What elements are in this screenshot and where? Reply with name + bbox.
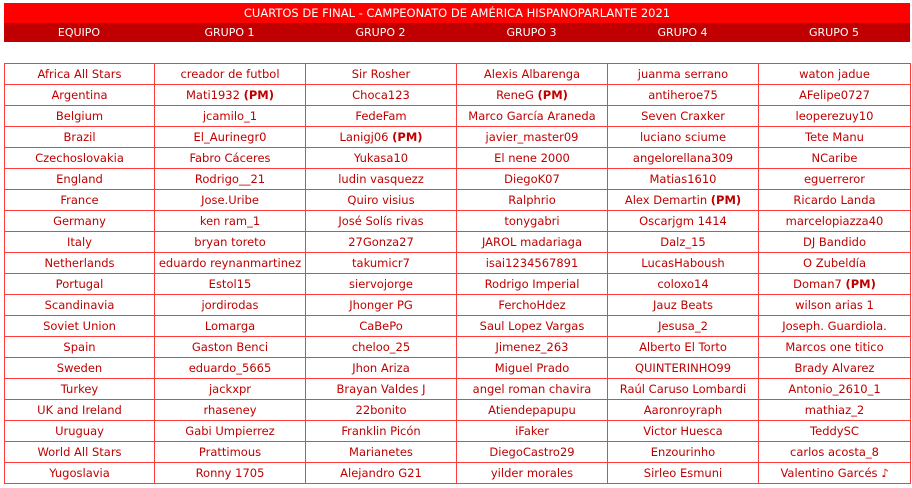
table-row (5, 379, 911, 400)
team-cell[interactable]: Germany (5, 211, 155, 232)
player-cell[interactable] (457, 463, 608, 484)
player-cell[interactable] (759, 148, 911, 169)
player-cell[interactable] (155, 295, 306, 316)
player-cell[interactable] (457, 316, 608, 337)
player-name: Marcos one titico (785, 340, 884, 354)
player-cell[interactable] (457, 400, 608, 421)
team-cell[interactable]: World All Stars (5, 442, 155, 463)
player-name: Marianetes (349, 445, 413, 459)
player-name: siervojorge (349, 277, 413, 291)
header-grupo-5: GRUPO 5 (808, 26, 859, 39)
player-name: JAROL madariaga (481, 235, 583, 249)
table-row (5, 400, 911, 421)
player-cell[interactable] (306, 106, 457, 127)
player-cell[interactable] (155, 442, 306, 463)
player-name: angelorellana309 (632, 151, 734, 165)
player-cell[interactable] (457, 274, 608, 295)
team-cell[interactable]: France (5, 190, 155, 211)
player-name: AFelipe0727 (799, 88, 870, 102)
player-cell[interactable] (759, 190, 911, 211)
team-cell[interactable]: Argentina (5, 85, 155, 106)
player-name: rhaseney (203, 403, 257, 417)
teams-table (4, 63, 911, 484)
player-cell[interactable] (306, 442, 457, 463)
player-name: Joseph. Guardiola. (782, 319, 887, 333)
team-cell[interactable]: Yugoslavia (5, 463, 155, 484)
player-cell[interactable] (759, 211, 911, 232)
player-cell[interactable] (457, 379, 608, 400)
player-cell[interactable] (608, 253, 759, 274)
player-cell[interactable] (155, 106, 306, 127)
table-row (5, 106, 911, 127)
player-name: TeddySC (810, 424, 859, 438)
player-cell[interactable] (155, 64, 306, 85)
player-name: Estol15 (208, 277, 252, 291)
header-equipo: EQUIPO (57, 26, 101, 39)
column-header-row (4, 23, 910, 42)
player-name: ReneG (496, 88, 534, 102)
player-name: antiheroe75 (648, 88, 718, 102)
player-name: Yukasa10 (353, 151, 409, 165)
player-name: Jesusa_2 (658, 319, 708, 333)
player-cell[interactable] (155, 169, 306, 190)
team-cell[interactable]: Spain (5, 337, 155, 358)
player-name: creador de futbol (180, 67, 280, 81)
player-name: José Solís rivas (338, 214, 424, 228)
player-name: Sirleo Esmuni (643, 466, 723, 480)
player-cell[interactable] (457, 106, 608, 127)
player-cell[interactable] (155, 232, 306, 253)
player-cell[interactable] (608, 295, 759, 316)
player-name: QUINTERINHO99 (634, 361, 732, 375)
player-name: Marco García Araneda (468, 109, 596, 123)
player-name: Raúl Caruso Lombardi (619, 382, 747, 396)
player-name: Jose.Uribe (201, 193, 259, 207)
player-cell[interactable] (306, 316, 457, 337)
player-cell[interactable] (306, 295, 457, 316)
player-name: O Zubeldía (803, 256, 866, 270)
team-cell[interactable]: UK and Ireland (5, 400, 155, 421)
player-cell[interactable] (457, 127, 608, 148)
player-name: Antonio_2610_1 (788, 382, 881, 396)
team-cell[interactable]: England (5, 169, 155, 190)
pm-marker: (PM) (845, 277, 876, 291)
player-cell[interactable] (155, 127, 306, 148)
player-cell[interactable] (155, 316, 306, 337)
player-cell[interactable] (759, 463, 911, 484)
player-cell[interactable] (155, 253, 306, 274)
player-name: Alexis Albarenga (483, 67, 581, 81)
table-row (5, 169, 911, 190)
player-name: isai1234567891 (485, 256, 579, 270)
player-cell[interactable] (457, 85, 608, 106)
table-row (5, 463, 911, 484)
player-name: Brayan Valdes J (336, 382, 426, 396)
player-name: Fabro Cáceres (189, 151, 271, 165)
player-name: Dalz_15 (660, 235, 706, 249)
player-cell[interactable] (759, 169, 911, 190)
team-cell[interactable]: Belgium (5, 106, 155, 127)
player-cell[interactable] (759, 358, 911, 379)
player-name: marcelopiazza40 (785, 214, 884, 228)
team-cell[interactable]: Turkey (5, 379, 155, 400)
player-cell[interactable] (608, 127, 759, 148)
player-cell[interactable] (306, 379, 457, 400)
player-cell[interactable] (306, 463, 457, 484)
player-cell[interactable] (155, 463, 306, 484)
player-cell[interactable] (306, 253, 457, 274)
player-name: Saul Lopez Vargas (479, 319, 585, 333)
player-name: Alberto El Torto (639, 340, 727, 354)
player-name: FerchoHdez (498, 298, 566, 312)
player-cell[interactable] (608, 463, 759, 484)
player-cell[interactable] (155, 211, 306, 232)
player-name: CaBePo (359, 319, 403, 333)
player-name: juanma serrano (637, 67, 729, 81)
player-cell[interactable] (608, 232, 759, 253)
player-name: Choca123 (352, 88, 410, 102)
player-name: ken ram_1 (199, 214, 261, 228)
player-cell[interactable] (759, 337, 911, 358)
player-cell[interactable] (608, 379, 759, 400)
table-row (5, 358, 911, 379)
table-row (5, 85, 911, 106)
player-cell[interactable] (608, 358, 759, 379)
player-cell[interactable] (759, 253, 911, 274)
player-cell[interactable] (306, 400, 457, 421)
player-cell[interactable] (457, 358, 608, 379)
player-name: Lomarga (204, 319, 256, 333)
team-cell[interactable]: Soviet Union (5, 316, 155, 337)
player-cell[interactable] (759, 106, 911, 127)
player-name: luciano sciume (639, 130, 727, 144)
player-name: FedeFam (355, 109, 407, 123)
player-cell[interactable] (306, 421, 457, 442)
table-row (5, 148, 911, 169)
player-cell[interactable] (457, 190, 608, 211)
player-cell[interactable] (306, 127, 457, 148)
player-cell[interactable] (759, 379, 911, 400)
player-cell[interactable] (759, 400, 911, 421)
team-cell[interactable]: Africa All Stars (5, 64, 155, 85)
player-cell[interactable] (457, 148, 608, 169)
player-name: cheloo_25 (351, 340, 411, 354)
player-cell[interactable] (306, 190, 457, 211)
table-row (5, 442, 911, 463)
player-cell[interactable] (608, 64, 759, 85)
player-name: waton jadue (799, 67, 870, 81)
player-name: jackxpr (208, 382, 252, 396)
table-row (5, 253, 911, 274)
player-cell[interactable] (759, 64, 911, 85)
player-cell[interactable] (155, 148, 306, 169)
player-name: javier_master09 (485, 130, 579, 144)
player-name: NCaribe (811, 151, 858, 165)
player-name: jcamilo_1 (202, 109, 258, 123)
player-name: Jauz Beats (653, 298, 713, 312)
player-name: DJ Bandido (803, 235, 866, 249)
player-cell[interactable] (306, 148, 457, 169)
player-name: Miguel Prado (494, 361, 570, 375)
player-name: Alejandro G21 (340, 466, 422, 480)
player-name: Tete Manu (805, 130, 864, 144)
player-name: Lanigj06 (339, 130, 389, 144)
table-row (5, 295, 911, 316)
player-name: Jimenez_263 (495, 340, 569, 354)
player-name: Jhonger PG (349, 298, 413, 312)
player-cell[interactable] (155, 358, 306, 379)
player-name: Rodrigo Imperial (484, 277, 580, 291)
pm-marker: (PM) (392, 130, 423, 144)
player-name: Oscarjgm 1414 (639, 214, 727, 228)
player-cell[interactable] (155, 85, 306, 106)
player-name: ludin vasquezz (338, 172, 424, 186)
player-cell[interactable] (306, 64, 457, 85)
player-name: takumicr7 (352, 256, 410, 270)
table-row (5, 211, 911, 232)
table-row (5, 232, 911, 253)
player-name: Ricardo Landa (793, 193, 876, 207)
player-name: Gabi Umpierrez (185, 424, 275, 438)
player-name: Rodrigo__21 (194, 172, 266, 186)
team-cell[interactable]: Italy (5, 232, 155, 253)
pm-marker: (PM) (710, 193, 742, 207)
player-cell[interactable] (608, 85, 759, 106)
player-name: mathiaz_2 (804, 403, 865, 417)
team-cell[interactable]: Czechoslovakia (5, 148, 155, 169)
table-row (5, 421, 911, 442)
player-name: Franklin Picón (341, 424, 421, 438)
player-cell[interactable] (306, 85, 457, 106)
player-cell[interactable] (457, 442, 608, 463)
player-cell[interactable] (306, 211, 457, 232)
player-name: carlos acosta_8 (790, 445, 879, 459)
player-name: DiegoCastro29 (489, 445, 575, 459)
player-name: Ronny 1705 (195, 466, 265, 480)
team-cell[interactable]: Brazil (5, 127, 155, 148)
player-name: jordirodas (201, 298, 259, 312)
player-name: 27Gonza27 (348, 235, 414, 249)
player-name: Jhon Ariza (352, 361, 410, 375)
player-name: DiegoK07 (504, 172, 560, 186)
player-name: Enzourinho (650, 445, 716, 459)
player-cell[interactable] (608, 337, 759, 358)
player-cell[interactable] (759, 295, 911, 316)
player-cell[interactable] (155, 421, 306, 442)
player-cell[interactable] (608, 316, 759, 337)
team-cell[interactable]: Sweden (5, 358, 155, 379)
player-cell[interactable] (155, 400, 306, 421)
player-name: Quiro visius (347, 193, 415, 207)
player-name: leoperezuy10 (795, 109, 874, 123)
player-name: Brady Alvarez (794, 361, 875, 375)
player-name: El nene 2000 (494, 151, 570, 165)
player-cell[interactable] (608, 421, 759, 442)
player-cell[interactable] (306, 274, 457, 295)
player-cell[interactable] (306, 337, 457, 358)
player-name: LucasHaboush (641, 256, 725, 270)
player-name: eguerreror (803, 172, 866, 186)
player-name: yilder morales (490, 466, 574, 480)
player-cell[interactable] (608, 169, 759, 190)
team-cell[interactable]: Netherlands (5, 253, 155, 274)
table-row (5, 316, 911, 337)
player-cell[interactable] (759, 316, 911, 337)
player-name: Victor Huesca (643, 424, 723, 438)
table-row (5, 64, 911, 85)
header-grupo-1: GRUPO 1 (204, 26, 255, 39)
player-name: tonygabri (504, 214, 560, 228)
player-name: Mati1932 (186, 88, 240, 102)
player-name: wilson arias 1 (795, 298, 874, 312)
player-cell[interactable] (759, 442, 911, 463)
player-cell[interactable] (608, 106, 759, 127)
player-name: eduardo_5665 (188, 361, 272, 375)
player-cell[interactable] (759, 274, 911, 295)
team-cell[interactable]: Portugal (5, 274, 155, 295)
player-name: 22bonito (355, 403, 407, 417)
player-cell[interactable] (155, 274, 306, 295)
teams-table-body (5, 64, 911, 484)
player-cell[interactable] (608, 190, 759, 211)
player-name: Sir Rosher (351, 67, 411, 81)
sheet-title: CUARTOS DE FINAL - CAMPEONATO DE AMÉRICA HISPANOPARLANTE 2021 (4, 3, 910, 23)
table-row (5, 337, 911, 358)
player-cell[interactable] (306, 169, 457, 190)
player-cell[interactable] (457, 421, 608, 442)
player-cell[interactable] (155, 379, 306, 400)
player-cell[interactable] (457, 64, 608, 85)
player-cell[interactable] (457, 253, 608, 274)
player-name: Valentino Garcés ♪ (780, 466, 889, 480)
player-name: Doman7 (793, 277, 842, 291)
header-grupo-2: GRUPO 2 (355, 26, 406, 39)
player-name: Aaronroyraph (643, 403, 723, 417)
table-row (5, 274, 911, 295)
player-cell[interactable] (306, 358, 457, 379)
team-cell[interactable]: Scandinavia (5, 295, 155, 316)
player-cell[interactable] (759, 421, 911, 442)
table-row (5, 190, 911, 211)
player-name: Seven Craxker (641, 109, 725, 123)
player-name: iFaker (515, 424, 549, 438)
player-name: Ralphrio (508, 193, 556, 207)
player-cell[interactable] (608, 148, 759, 169)
team-cell[interactable]: Uruguay (5, 421, 155, 442)
player-cell[interactable] (457, 211, 608, 232)
player-cell[interactable] (155, 190, 306, 211)
player-cell[interactable] (457, 295, 608, 316)
player-cell[interactable] (155, 337, 306, 358)
player-name: Gaston Benci (191, 340, 269, 354)
player-name: bryan toreto (194, 235, 266, 249)
player-cell[interactable] (457, 232, 608, 253)
player-name: Matias1610 (649, 172, 717, 186)
player-cell[interactable] (457, 169, 608, 190)
player-name: Atiendepapupu (488, 403, 576, 417)
player-name: eduardo reynanmartinez (158, 256, 302, 270)
player-name: Prattimous (198, 445, 262, 459)
player-cell[interactable] (759, 127, 911, 148)
pm-marker: (PM) (537, 88, 568, 102)
player-name: coloxo14 (657, 277, 709, 291)
player-cell[interactable] (608, 274, 759, 295)
header-grupo-4: GRUPO 4 (657, 26, 708, 39)
player-cell[interactable] (608, 400, 759, 421)
header-grupo-3: GRUPO 3 (506, 26, 557, 39)
table-row (5, 127, 911, 148)
player-cell[interactable] (457, 337, 608, 358)
pm-marker: (PM) (243, 88, 274, 102)
player-name: El_Aurinegr0 (193, 130, 267, 144)
player-cell[interactable] (608, 211, 759, 232)
player-name: Alex Demartin (624, 193, 708, 207)
player-cell[interactable] (759, 232, 911, 253)
player-cell[interactable] (608, 442, 759, 463)
player-cell[interactable] (759, 85, 911, 106)
player-cell[interactable] (306, 232, 457, 253)
player-name: angel roman chavira (472, 382, 592, 396)
